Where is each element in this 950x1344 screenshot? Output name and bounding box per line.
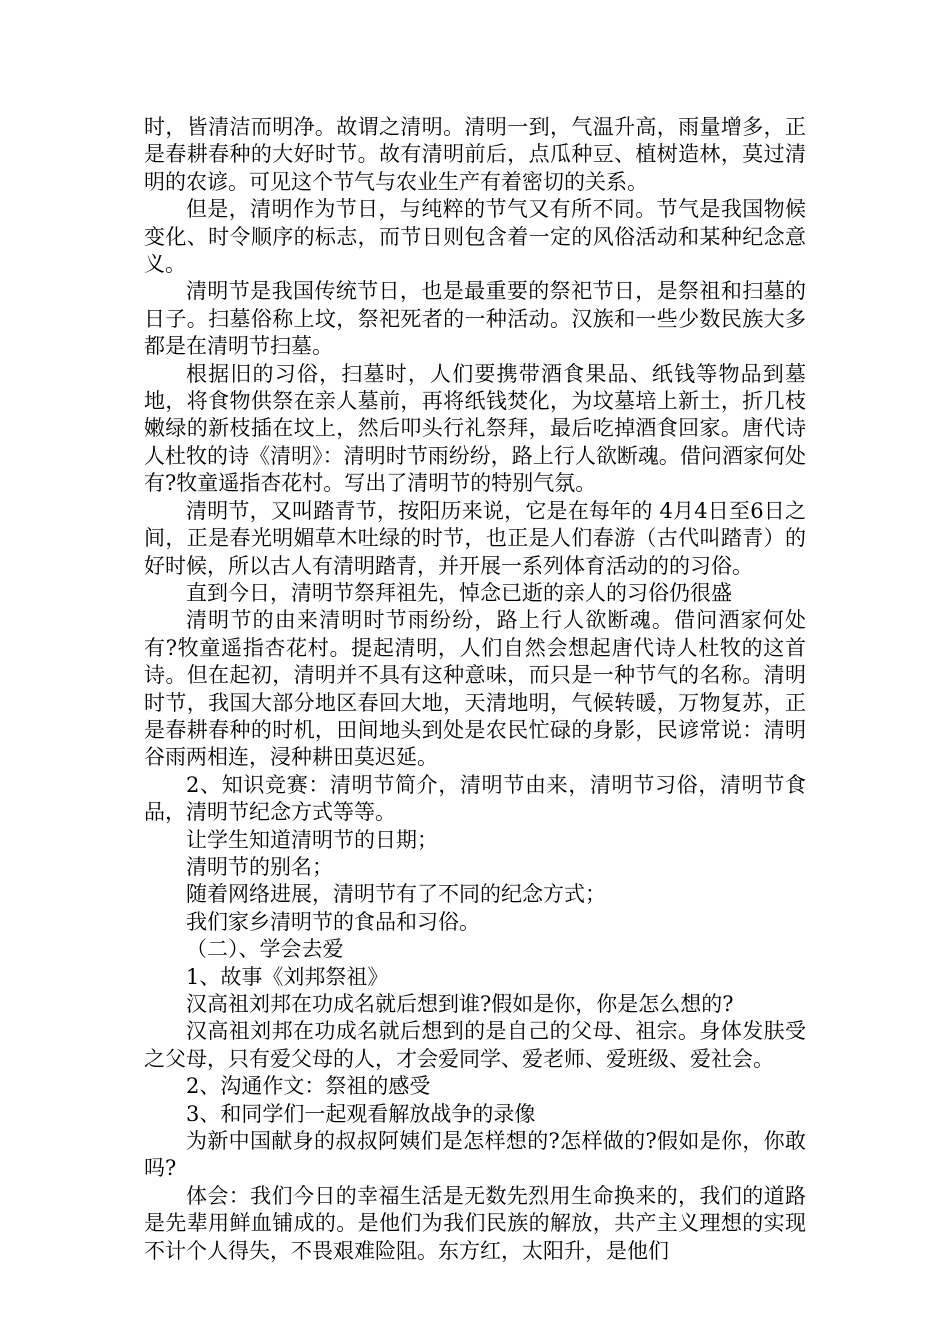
paragraph: （二）、学会去爱 (186, 937, 344, 962)
paragraph: 随着网络进展，清明节有了不同的纪念方式； (186, 882, 606, 907)
paragraph: 2、知识竞赛：清明节简介，清明节由来，清明节习俗，清明节食品，清明节纪念方式等等。 (144, 772, 806, 825)
paragraph: 为新中国献身的叔叔阿姨们是怎样想的?怎样做的?假如是你，你敢吗? (144, 1129, 806, 1181)
paragraph: 直到今日，清明节祭拜祖先，悼念已逝的亲人的习俗仍很盛 (186, 580, 732, 605)
paragraph: 让学生知道清明节的日期； (186, 827, 438, 852)
paragraph: 时，皆清洁而明净。故谓之清明。清明一到，气温升高，雨量增多，正是春耕春种的大好时节。故有清明前后，点瓜种豆、植树造林，莫过清明的农谚。可见这个节气与农业生产有着密切的关系。 (144, 115, 806, 194)
paragraph: 3、和同学们一起观看解放战争的录像 (186, 1101, 536, 1126)
paragraph: 清明节是我国传统节日，也是最重要的祭祀节日，是祭祖和扫墓的日子。扫墓俗称上坟，祭祀死者的一种活动。汉族和一些少数民族大多都是在清明节扫墓。 (144, 279, 806, 359)
paragraph: 2、沟通作文：祭祖的感受 (186, 1074, 431, 1099)
paragraph: 我们家乡清明节的食品和习俗。 (186, 909, 480, 934)
paragraph: 清明节，又叫踏青节，按阳历来说，它是在每年的 4月4日至6日之间，正是春光明媚草木吐绿的时节，也正是人们春游（古代叫踏青）的好时候，所以古人有清明踏青，并开展一系列体育活动的的习俗。 (144, 498, 806, 578)
paragraph: 汉高祖刘邦在功成名就后想到谁?假如是你，你是怎么想的? (186, 992, 734, 1016)
paragraph: 清明节的别名； (186, 854, 333, 879)
paragraph: 1、故事《刘邦祭祖》 (186, 964, 389, 989)
paragraph: 汉高祖刘邦在功成名就后想到的是自己的父母、祖宗。身体发肤受之父母，只有爱父母的人，才会爱同学、爱老师、爱班级、爱社会。 (144, 1019, 806, 1071)
paragraph: 体会：我们今日的幸福生活是无数先烈用生命换来的，我们的道路是先辈用鲜血铺成的。是他们为我们民族的解放，共产主义理想的实现不计个人得失，不畏艰难险阻。东方红，太阳升，是他们 (144, 1183, 806, 1263)
paragraph: 但是，清明作为节日，与纯粹的节气又有所不同。节气是我国物候变化、时令顺序的标志，而节日则包含着一定的风俗活动和某种纪念意义。 (144, 197, 806, 277)
document-page (144, 114, 806, 1265)
paragraph: 根据旧的习俗，扫墓时，人们要携带酒食果品、纸钱等物品到墓地，将食物供祭在亲人墓前，再将纸钱焚化，为坟墓培上新土，折几枝嫩绿的新枝插在坟上，然后叩头行礼祭拜，最后吃掉酒食回家。唐代诗人杜牧的诗《清明》：清明时节雨纷纷，路上行人欲断魂。借问酒家何处有?牧童遥指杏花村。写出了清明节的特别气氛。 (144, 361, 806, 496)
paragraph: 清明节的由来清明时节雨纷纷，路上行人欲断魂。借问酒家何处有?牧童遥指杏花村。提起清明，人们自然会想起唐代诗人杜牧的这首诗。但在起初，清明并不具有这种意味，而只是一种节气的名称。清明时节，我国大部分地区春回大地，天清地明，气候转暖，万物复苏，正是春耕春种的时机，田间地头到处是农民忙碌的身影，民谚常说：清明谷雨两相连，浸种耕田莫迟延。 (144, 608, 806, 770)
